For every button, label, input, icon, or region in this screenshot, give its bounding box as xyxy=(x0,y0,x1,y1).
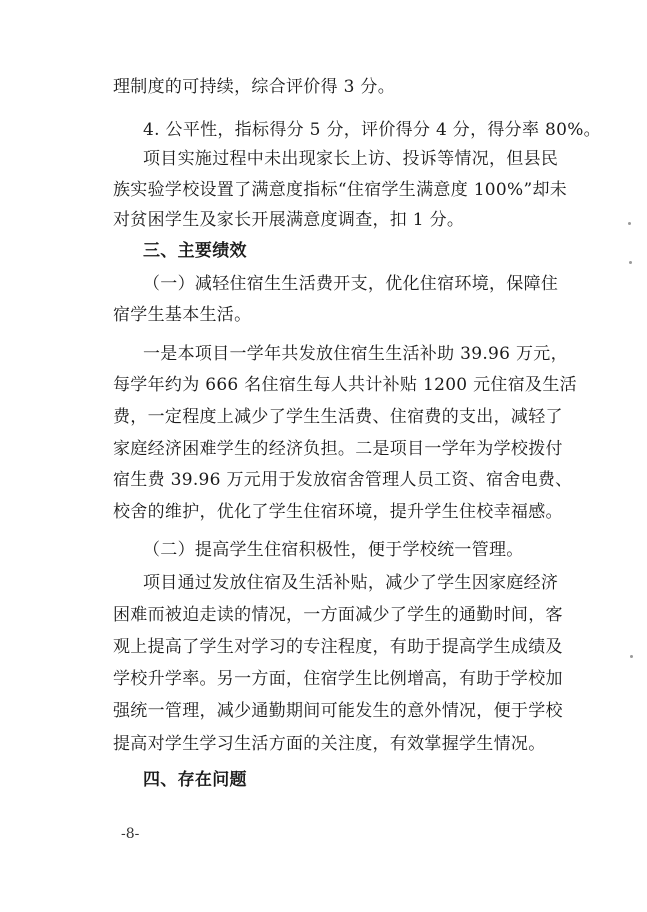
paragraph-line: 宿生费 39.96 万元用于发放宿舍管理人员工资、宿舍电费、 xyxy=(113,470,573,490)
paragraph-line: 强统一管理，减少通勤期间可能发生的意外情况，便于学校 xyxy=(113,701,563,721)
paragraph-line: 学校升学率。另一方面，住宿学生比例增高，有助于学校加 xyxy=(113,669,563,689)
paragraph-line: 费，一定程度上减少了学生生活费、住宿费的支出，减轻了 xyxy=(113,407,563,427)
scan-speck xyxy=(628,222,631,225)
paragraph-line: 一是本项目一学年共发放住宿生生活补助 39.96 万元， xyxy=(143,344,568,364)
paragraph-line: 项目通过发放住宿及生活补贴，减少了学生因家庭经济 xyxy=(143,573,559,593)
scan-speck xyxy=(630,655,633,658)
scan-speck xyxy=(629,261,632,264)
paragraph-line: 校舍的维护，优化了学生住宿环境，提升学生住校幸福感。 xyxy=(113,502,563,522)
paragraph-line: 对贫困学生及家长开展满意度调查，扣 1 分。 xyxy=(113,210,465,230)
paragraph-line: 项目实施过程中未出现家长上访、投诉等情况，但县民 xyxy=(143,149,559,169)
subsection-heading: （一）减轻住宿生生活费开支，优化住宿环境，保障住 xyxy=(143,274,559,294)
page-number: -8- xyxy=(121,826,140,842)
paragraph-line: 困难而被迫走读的情况，一方面减少了学生的通勤时间，客 xyxy=(113,605,563,625)
paragraph-line: 观上提高了学生对学习的专注程度，有助于提高学生成绩及 xyxy=(113,637,563,657)
subsection-heading: （二）提高学生住宿积极性，便于学校统一管理。 xyxy=(143,540,524,560)
paragraph-line: 理制度的可持续，综合评价得 3 分。 xyxy=(113,77,396,97)
paragraph-line: 4. 公平性，指标得分 5 分，评价得分 4 分，得分率 80%。 xyxy=(143,120,601,140)
paragraph-line: 家庭经济困难学生的经济负担。二是项目一学年为学校拨付 xyxy=(113,439,563,459)
paragraph-line: 每学年约为 666 名住宿生每人共计补贴 1200 元住宿及生活 xyxy=(113,375,577,395)
subsection-heading: 宿学生基本生活。 xyxy=(113,305,252,325)
section-heading: 三、主要绩效 xyxy=(143,241,247,261)
section-heading: 四、存在问题 xyxy=(143,770,247,790)
paragraph-line: 族实验学校设置了满意度指标“住宿学生满意度 100%”却未 xyxy=(113,180,568,200)
paragraph-line: 提高对学生学习生活方面的关注度，有效掌握学生情况。 xyxy=(113,734,546,754)
